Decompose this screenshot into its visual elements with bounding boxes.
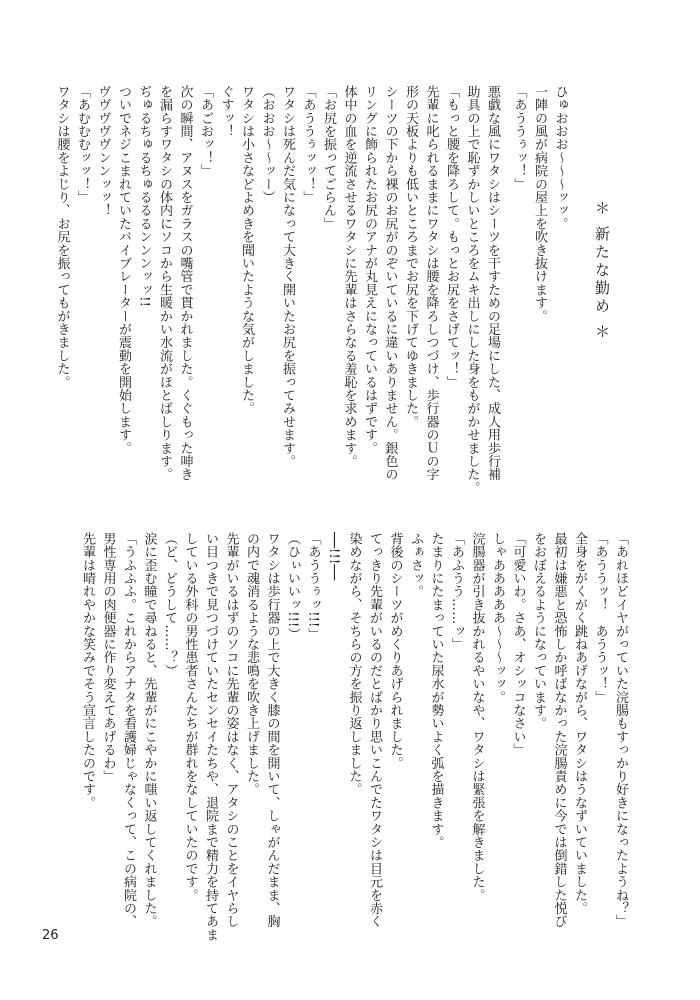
text-line: を漏らすワタシの体内にソコから生暖かい水流がほとばしります。 xyxy=(157,85,172,481)
text-line: ワタシは小さなどよめきを聞いたような気がしました。 xyxy=(239,85,254,415)
text-line: 染めながら、そちらの方を振り返しました。 xyxy=(346,532,362,796)
text-line: い目つきで見つづけていたセンセイたちや、退院まで精力を持てあま xyxy=(203,532,218,942)
text-line: ──!!!── xyxy=(326,532,341,581)
text-line: 男性専用の肉便器に作り変えてあげるわ」 xyxy=(100,532,116,783)
text-line: ついでネジこまれていたバイブレーターが震動を開始します。 xyxy=(116,85,131,455)
text-line: （おおお〜〜ッー） xyxy=(259,85,275,204)
text-line: をおぼえるようになっています。 xyxy=(531,532,546,730)
text-line: 次の瞬間、アヌスをガラスの嘴管で貫かれました。くぐもった呻き xyxy=(177,85,193,481)
text-line: リングに飾られたお尻のアナが丸見えになっているはずです。 xyxy=(362,85,377,455)
text-line: てっきり先輩がいるのだとばかり思いこんでたワタシは目元を赤く xyxy=(367,532,382,928)
text-line: 「あふうう……ッ」 xyxy=(449,532,464,651)
text-line: 最初は嫌悪と恐怖しか呼ばなかった浣腸責めに今では倒錯した悦び xyxy=(551,532,567,928)
text-line: している外科の男性患者さんたちが群れをなしていたのです。 xyxy=(182,532,198,902)
text-line: 「あれほどイヤがっていた浣腸もすっかり好きになったようね？」 xyxy=(613,532,628,928)
text-line: ワタシは腰をよじり、お尻を振ってもがきました。 xyxy=(54,85,70,389)
text-line: （ど、どうして……？） xyxy=(162,532,177,678)
text-line: 浣腸器が引き抜かれるやいなや、ワタシは緊張を解きました。 xyxy=(469,532,485,902)
text-line: ワタシは歩行器の上で大きく膝の間を開いて、しゃがんだまま、胸 xyxy=(264,532,280,928)
text-line: ぐすッ！ xyxy=(218,85,234,138)
page-number: 26 xyxy=(42,928,59,943)
text-line: ぢゅるちゅるちゅるるるンンンッッ!! xyxy=(136,85,152,308)
text-line: 「あううッ！ あううッ！」 xyxy=(592,532,608,704)
text-line: 「あごおッ！」 xyxy=(198,85,213,178)
text-line: 体中の血を逆流させるワタシに先輩はさらなる羞恥を求めます。 xyxy=(341,85,357,468)
text-line: 背後のシーツがめくりあげられました。 xyxy=(387,532,403,770)
text-line: 悪戯な風にワタシはシーツを干すための足場にした、成人用歩行補 xyxy=(485,85,500,481)
text-line: 「可愛いわ。さあ、オシッコなさい」 xyxy=(510,532,526,757)
text-line: 先輩は晴れやかな笑みでそう宣言したのです。 xyxy=(80,532,95,810)
text-line: ワタシは死んだ気になって大きく開いたお尻を振ってみせます。 xyxy=(280,85,295,468)
text-line: 「あううぅッッ！」 xyxy=(300,85,316,204)
text-line: 先輩がいるはずのソコに先輩の姿はなく、アタシのことをイヤらし xyxy=(223,532,239,928)
text-line: 「うふふふ。これからアナタを看護婦じゃなくって、この病院の、 xyxy=(121,532,136,928)
text-line: 「あううぅッ!!!」 xyxy=(305,532,321,641)
text-line: の内で魂消るような悲鳴を吹き上げました。 xyxy=(244,532,259,796)
text-line: シーツの下から裸のお尻がのぞいているに違いありません。銀色の xyxy=(382,85,398,481)
text-line: 「あううぅッ！」 xyxy=(511,85,527,191)
text-line: 全身をがくがく跳ねあげながら、ワタシはうなずいていました。 xyxy=(572,532,587,915)
section-title: ＊ 新たな勤め ＊ xyxy=(593,200,611,342)
text-line: 形の天板よりも低いところまでお尻を下げてゆきました。 xyxy=(403,85,418,429)
text-line: 「もっと腰を降ろして。もっとお尻をさげてッ！」 xyxy=(444,85,459,389)
text-line: ヴヴヴヴヴンンッッ！ xyxy=(95,85,111,217)
text-line: ふぁさッ。 xyxy=(408,532,423,598)
text-line: ひゅおおお〜〜〜ッッ。 xyxy=(552,85,568,231)
text-line: 「お尻を振ってごらん」 xyxy=(321,85,336,231)
text-line: 先輩に叱られるままにワタシは腰を降ろしつづけ、歩行器のＵの字 xyxy=(423,85,439,481)
text-line: 一陣の風が病院の屋上を吹き抜けます。 xyxy=(532,85,547,323)
text-line: 「あむむむッッ！」 xyxy=(75,85,90,204)
text-line: （ひぃいいッ!!!） xyxy=(285,532,300,641)
text-line: たまりにたまっていた尿水が勢いよく弧を描きます。 xyxy=(428,532,444,849)
bottom-text-block xyxy=(77,532,631,942)
text-line: 助具の上で恥ずかしいところをムキ出しにした身をもがかせました。 xyxy=(464,85,480,495)
text-line: しゃあああああ〜〜〜ッッ。 xyxy=(490,532,505,704)
text-line: 涙に歪む瞳で尋ねると、先輩がにこやかに嗤い返してくれました。 xyxy=(141,532,157,928)
